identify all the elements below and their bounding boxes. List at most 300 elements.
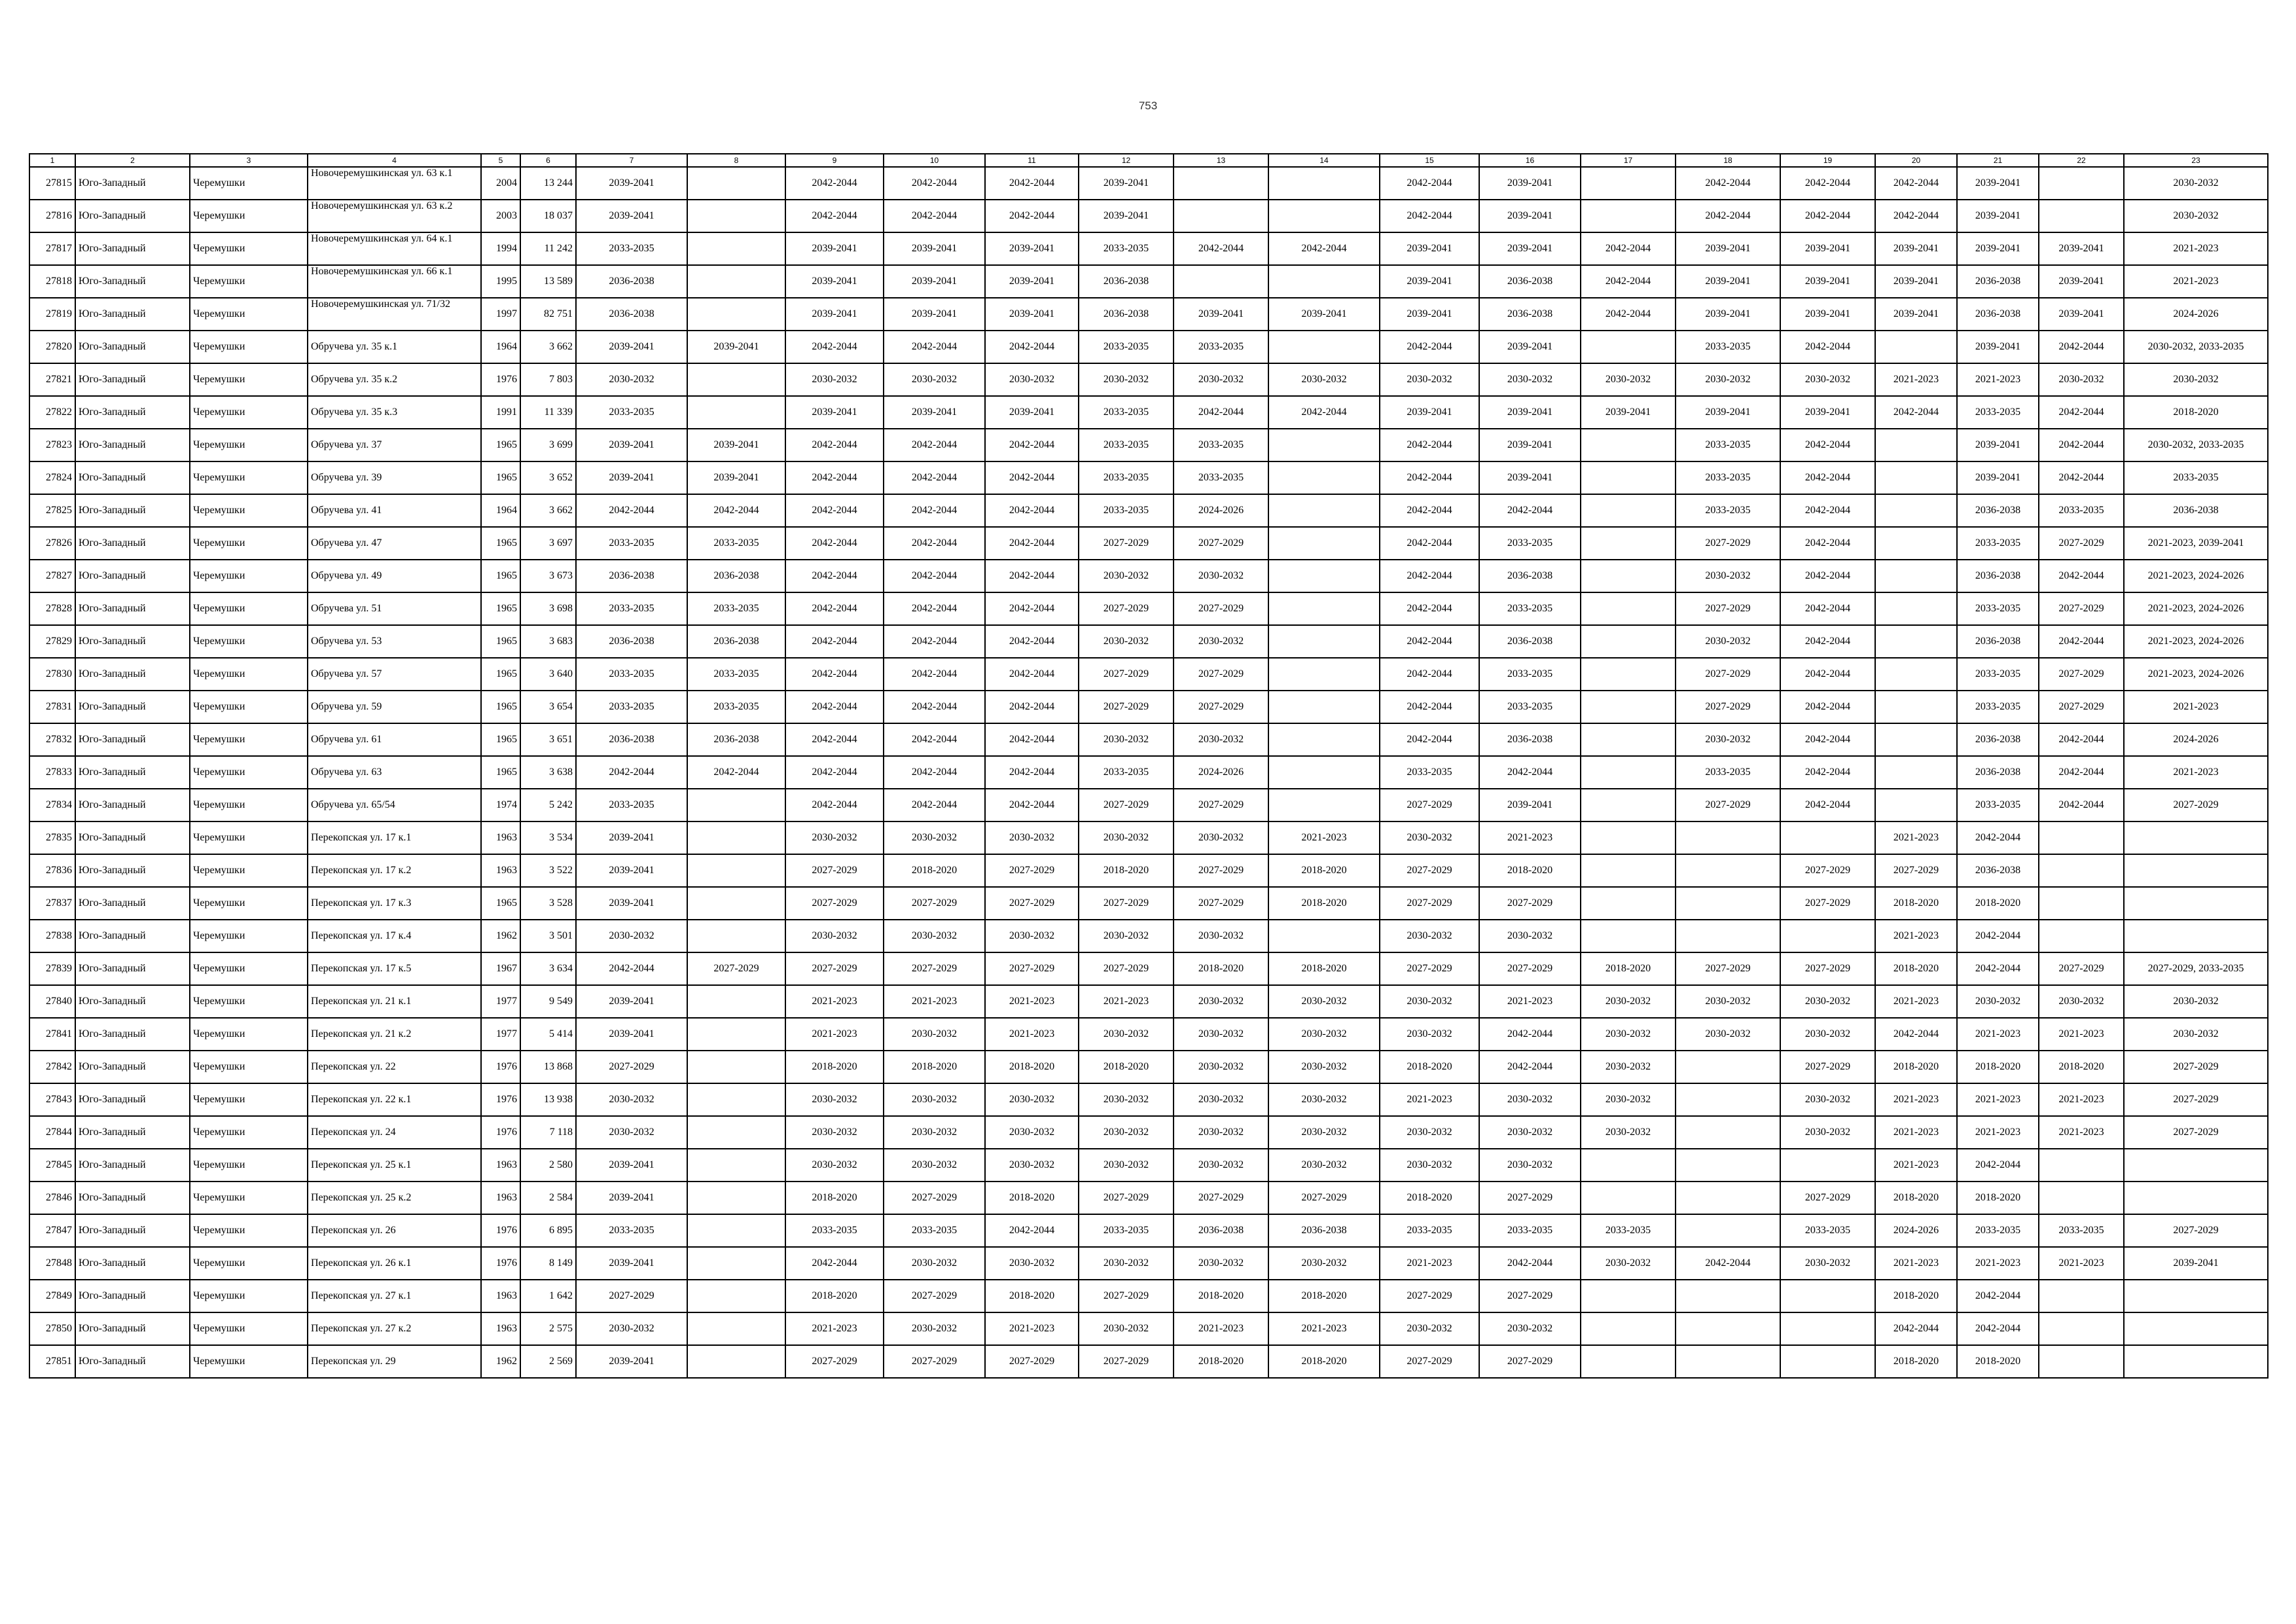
period-cell-col-11: 2021-2023 (985, 985, 1079, 1018)
period-cell-col-14 (1268, 527, 1380, 560)
column-number-22: 22 (2039, 154, 2124, 167)
period-cell-col-21: 2021-2023 (1957, 1018, 2039, 1051)
address-cell: Обручева ул. 57 (308, 658, 481, 691)
period-cell-col-14: 2030-2032 (1268, 985, 1380, 1018)
period-cell-col-17: 2030-2032 (1581, 1051, 1676, 1083)
period-cell-col-13: 2030-2032 (1174, 1083, 1268, 1116)
period-cell-col-11: 2027-2029 (985, 1345, 1079, 1378)
period-cell-col-18 (1676, 1214, 1780, 1247)
period-cell-col-8: 2036-2038 (687, 625, 785, 658)
period-cell-col-23: 2021-2023, 2024-2026 (2124, 592, 2268, 625)
column-number-7: 7 (576, 154, 687, 167)
period-cell-col-7: 2039-2041 (576, 1182, 687, 1214)
area-cell: Черемушки (190, 1214, 308, 1247)
period-cell-col-18: 2030-2032 (1676, 985, 1780, 1018)
build-year-cell: 1976 (481, 1051, 520, 1083)
district-cell: Юго-Западный (75, 1116, 190, 1149)
period-cell-col-7: 2039-2041 (576, 854, 687, 887)
area-cell: Черемушки (190, 200, 308, 232)
table-row (29, 232, 2268, 265)
period-cell-col-20 (1875, 429, 1957, 461)
address-cell: Перекопская ул. 26 (308, 1214, 481, 1247)
period-cell-col-22: 2033-2035 (2039, 1214, 2124, 1247)
period-cell-col-22 (2039, 1182, 2124, 1214)
period-cell-col-21: 2042-2044 (1957, 1312, 2039, 1345)
floor-area-cell: 8 149 (520, 1247, 576, 1280)
period-cell-col-23 (2124, 1182, 2268, 1214)
row-id-cell: 27815 (29, 167, 75, 200)
period-cell-col-10: 2021-2023 (884, 985, 985, 1018)
period-cell-col-22: 2042-2044 (2039, 756, 2124, 789)
period-cell-col-10: 2030-2032 (884, 1247, 985, 1280)
period-cell-col-17 (1581, 527, 1676, 560)
period-cell-col-23: 2021-2023, 2039-2041 (2124, 527, 2268, 560)
period-cell-col-8 (687, 1051, 785, 1083)
period-cell-col-16: 2030-2032 (1479, 1083, 1581, 1116)
period-cell-col-22: 2033-2035 (2039, 494, 2124, 527)
period-cell-col-7: 2027-2029 (576, 1280, 687, 1312)
period-cell-col-20 (1875, 691, 1957, 723)
period-cell-col-21: 2036-2038 (1957, 494, 2039, 527)
table-row (29, 854, 2268, 887)
row-id-cell: 27826 (29, 527, 75, 560)
period-cell-col-11: 2030-2032 (985, 1149, 1079, 1182)
period-cell-col-13: 2030-2032 (1174, 1247, 1268, 1280)
period-cell-col-17: 2030-2032 (1581, 1083, 1676, 1116)
period-cell-col-19 (1780, 1345, 1875, 1378)
period-cell-col-8: 2039-2041 (687, 429, 785, 461)
period-cell-col-19 (1780, 1312, 1875, 1345)
column-number-19: 19 (1780, 154, 1875, 167)
district-cell: Юго-Западный (75, 1214, 190, 1247)
address-cell: Перекопская ул. 17 к.3 (308, 887, 481, 920)
area-cell: Черемушки (190, 592, 308, 625)
period-cell-col-14: 2021-2023 (1268, 1312, 1380, 1345)
period-cell-col-21: 2033-2035 (1957, 691, 2039, 723)
address-cell: Обручева ул. 41 (308, 494, 481, 527)
period-cell-col-16: 2027-2029 (1479, 1182, 1581, 1214)
build-year-cell: 1962 (481, 920, 520, 952)
period-cell-col-17 (1581, 756, 1676, 789)
build-year-cell: 1976 (481, 1214, 520, 1247)
period-cell-col-12: 2030-2032 (1079, 1247, 1174, 1280)
period-cell-col-18: 2042-2044 (1676, 167, 1780, 200)
period-cell-col-17 (1581, 821, 1676, 854)
period-cell-col-14: 2030-2032 (1268, 1149, 1380, 1182)
period-cell-col-23 (2124, 1312, 2268, 1345)
period-cell-col-19: 2042-2044 (1780, 625, 1875, 658)
row-id-cell: 27828 (29, 592, 75, 625)
build-year-cell: 1976 (481, 363, 520, 396)
period-cell-col-14: 2036-2038 (1268, 1214, 1380, 1247)
period-cell-col-19 (1780, 920, 1875, 952)
period-cell-col-18 (1676, 1051, 1780, 1083)
period-cell-col-13 (1174, 200, 1268, 232)
period-cell-col-12: 2027-2029 (1079, 1280, 1174, 1312)
period-cell-col-12: 2030-2032 (1079, 363, 1174, 396)
period-cell-col-13: 2039-2041 (1174, 298, 1268, 331)
period-cell-col-8: 2027-2029 (687, 952, 785, 985)
period-cell-col-23: 2018-2020 (2124, 396, 2268, 429)
period-cell-col-21: 2039-2041 (1957, 461, 2039, 494)
period-cell-col-21: 2018-2020 (1957, 1182, 2039, 1214)
period-cell-col-17 (1581, 461, 1676, 494)
period-cell-col-19 (1780, 1149, 1875, 1182)
period-cell-col-19: 2039-2041 (1780, 396, 1875, 429)
build-year-cell: 2004 (481, 167, 520, 200)
period-cell-col-12: 2039-2041 (1079, 167, 1174, 200)
period-cell-col-18: 2027-2029 (1676, 952, 1780, 985)
period-cell-col-17 (1581, 1345, 1676, 1378)
floor-area-cell: 3 697 (520, 527, 576, 560)
period-cell-col-21: 2033-2035 (1957, 1214, 2039, 1247)
area-cell: Черемушки (190, 396, 308, 429)
period-cell-col-11: 2027-2029 (985, 952, 1079, 985)
period-cell-col-11: 2018-2020 (985, 1051, 1079, 1083)
area-cell: Черемушки (190, 1312, 308, 1345)
table-row (29, 396, 2268, 429)
period-cell-col-22 (2039, 1345, 2124, 1378)
period-cell-col-23: 2033-2035 (2124, 461, 2268, 494)
build-year-cell: 1976 (481, 1247, 520, 1280)
period-cell-col-22: 2042-2044 (2039, 331, 2124, 363)
period-cell-col-12: 2018-2020 (1079, 1051, 1174, 1083)
period-cell-col-12: 2027-2029 (1079, 527, 1174, 560)
period-cell-col-8: 2033-2035 (687, 658, 785, 691)
period-cell-col-22: 2042-2044 (2039, 560, 2124, 592)
period-cell-col-12: 2033-2035 (1079, 232, 1174, 265)
period-cell-col-22: 2042-2044 (2039, 429, 2124, 461)
period-cell-col-11: 2030-2032 (985, 920, 1079, 952)
period-cell-col-8 (687, 1083, 785, 1116)
period-cell-col-23: 2027-2029, 2033-2035 (2124, 952, 2268, 985)
period-cell-col-7: 2033-2035 (576, 527, 687, 560)
period-cell-col-21: 2021-2023 (1957, 363, 2039, 396)
period-cell-col-7: 2033-2035 (576, 1214, 687, 1247)
period-cell-col-16: 2039-2041 (1479, 167, 1581, 200)
period-cell-col-14: 2030-2032 (1268, 1247, 1380, 1280)
period-cell-col-10: 2018-2020 (884, 854, 985, 887)
period-cell-col-23: 2027-2029 (2124, 1051, 2268, 1083)
period-cell-col-23 (2124, 887, 2268, 920)
period-cell-col-17 (1581, 1149, 1676, 1182)
period-cell-col-15: 2039-2041 (1380, 232, 1479, 265)
period-cell-col-9: 2018-2020 (785, 1280, 884, 1312)
period-cell-col-13: 2027-2029 (1174, 789, 1268, 821)
build-year-cell: 1965 (481, 887, 520, 920)
column-number-17: 17 (1581, 154, 1676, 167)
floor-area-cell: 5 242 (520, 789, 576, 821)
period-cell-col-23 (2124, 1345, 2268, 1378)
period-cell-col-7: 2033-2035 (576, 658, 687, 691)
period-cell-col-9: 2042-2044 (785, 625, 884, 658)
period-cell-col-20: 2042-2044 (1875, 396, 1957, 429)
period-cell-col-15: 2042-2044 (1380, 429, 1479, 461)
period-cell-col-8: 2036-2038 (687, 560, 785, 592)
period-cell-col-18: 2033-2035 (1676, 331, 1780, 363)
column-number-14: 14 (1268, 154, 1380, 167)
period-cell-col-14 (1268, 691, 1380, 723)
period-cell-col-7: 2030-2032 (576, 1116, 687, 1149)
address-cell: Обручева ул. 47 (308, 527, 481, 560)
period-cell-col-21: 2036-2038 (1957, 756, 2039, 789)
period-cell-col-17 (1581, 1280, 1676, 1312)
period-cell-col-16: 2030-2032 (1479, 920, 1581, 952)
period-cell-col-20: 2042-2044 (1875, 1312, 1957, 1345)
period-cell-col-18: 2027-2029 (1676, 658, 1780, 691)
row-id-cell: 27825 (29, 494, 75, 527)
period-cell-col-14: 2030-2032 (1268, 1116, 1380, 1149)
period-cell-col-9: 2042-2044 (785, 167, 884, 200)
page-number: 753 (1138, 99, 1158, 112)
period-cell-col-22: 2039-2041 (2039, 232, 2124, 265)
period-cell-col-9: 2042-2044 (785, 723, 884, 756)
period-cell-col-13: 2030-2032 (1174, 560, 1268, 592)
period-cell-col-15: 2042-2044 (1380, 494, 1479, 527)
period-cell-col-15: 2042-2044 (1380, 658, 1479, 691)
period-cell-col-9: 2027-2029 (785, 887, 884, 920)
address-cell: Обручева ул. 53 (308, 625, 481, 658)
build-year-cell: 1962 (481, 1345, 520, 1378)
period-cell-col-23: 2027-2029 (2124, 1083, 2268, 1116)
period-cell-col-20 (1875, 756, 1957, 789)
build-year-cell: 1977 (481, 1018, 520, 1051)
build-year-cell: 1977 (481, 985, 520, 1018)
address-cell: Обручева ул. 49 (308, 560, 481, 592)
period-cell-col-10: 2042-2044 (884, 560, 985, 592)
row-id-cell: 27851 (29, 1345, 75, 1378)
period-cell-col-17 (1581, 723, 1676, 756)
floor-area-cell: 3 654 (520, 691, 576, 723)
table-row (29, 789, 2268, 821)
address-cell: Перекопская ул. 22 (308, 1051, 481, 1083)
period-cell-col-16: 2039-2041 (1479, 331, 1581, 363)
period-cell-col-11: 2021-2023 (985, 1312, 1079, 1345)
period-cell-col-9: 2027-2029 (785, 854, 884, 887)
period-cell-col-21: 2018-2020 (1957, 887, 2039, 920)
period-cell-col-22: 2018-2020 (2039, 1051, 2124, 1083)
period-cell-col-7: 2039-2041 (576, 1247, 687, 1280)
period-cell-col-18 (1676, 1345, 1780, 1378)
floor-area-cell: 13 244 (520, 167, 576, 200)
period-cell-col-17 (1581, 1182, 1676, 1214)
period-cell-col-8 (687, 1247, 785, 1280)
period-cell-col-9: 2021-2023 (785, 1312, 884, 1345)
period-cell-col-21: 2039-2041 (1957, 232, 2039, 265)
period-cell-col-14 (1268, 592, 1380, 625)
period-cell-col-16: 2021-2023 (1479, 821, 1581, 854)
row-id-cell: 27822 (29, 396, 75, 429)
period-cell-col-19: 2042-2044 (1780, 723, 1875, 756)
table-row (29, 560, 2268, 592)
table-row (29, 527, 2268, 560)
period-cell-col-13: 2042-2044 (1174, 396, 1268, 429)
period-cell-col-13: 2027-2029 (1174, 1182, 1268, 1214)
period-cell-col-23: 2027-2029 (2124, 1214, 2268, 1247)
period-cell-col-7: 2039-2041 (576, 429, 687, 461)
period-cell-col-11: 2030-2032 (985, 821, 1079, 854)
period-cell-col-13: 2030-2032 (1174, 1018, 1268, 1051)
period-cell-col-10: 2018-2020 (884, 1051, 985, 1083)
period-cell-col-14 (1268, 494, 1380, 527)
table-body (29, 167, 2268, 1378)
address-cell: Обручева ул. 35 к.2 (308, 363, 481, 396)
address-cell: Обручева ул. 63 (308, 756, 481, 789)
area-cell: Черемушки (190, 461, 308, 494)
period-cell-col-19: 2030-2032 (1780, 985, 1875, 1018)
period-cell-col-23 (2124, 920, 2268, 952)
period-cell-col-11: 2042-2044 (985, 723, 1079, 756)
row-id-cell: 27838 (29, 920, 75, 952)
period-cell-col-12: 2030-2032 (1079, 560, 1174, 592)
period-cell-col-10: 2030-2032 (884, 1116, 985, 1149)
period-cell-col-19: 2030-2032 (1780, 1247, 1875, 1280)
period-cell-col-21: 2036-2038 (1957, 723, 2039, 756)
floor-area-cell: 2 569 (520, 1345, 576, 1378)
period-cell-col-21: 2039-2041 (1957, 200, 2039, 232)
period-cell-col-21: 2033-2035 (1957, 658, 2039, 691)
period-cell-col-20: 2021-2023 (1875, 821, 1957, 854)
table-row (29, 1280, 2268, 1312)
period-cell-col-16: 2042-2044 (1479, 1018, 1581, 1051)
period-cell-col-20: 2018-2020 (1875, 887, 1957, 920)
period-cell-col-19: 2039-2041 (1780, 265, 1875, 298)
period-cell-col-10: 2042-2044 (884, 527, 985, 560)
period-cell-col-23: 2021-2023 (2124, 756, 2268, 789)
period-cell-col-18: 2027-2029 (1676, 592, 1780, 625)
period-cell-col-20: 2042-2044 (1875, 200, 1957, 232)
address-cell: Перекопская ул. 22 к.1 (308, 1083, 481, 1116)
period-cell-col-19: 2042-2044 (1780, 461, 1875, 494)
district-cell: Юго-Западный (75, 723, 190, 756)
period-cell-col-17 (1581, 200, 1676, 232)
period-cell-col-14 (1268, 789, 1380, 821)
period-cell-col-13: 2018-2020 (1174, 952, 1268, 985)
floor-area-cell: 3 698 (520, 592, 576, 625)
district-cell: Юго-Западный (75, 821, 190, 854)
period-cell-col-16: 2021-2023 (1479, 985, 1581, 1018)
address-cell: Новочеремушкинская ул. 63 к.1 (308, 167, 481, 200)
period-cell-col-10: 2027-2029 (884, 1280, 985, 1312)
period-cell-col-20 (1875, 560, 1957, 592)
period-cell-col-21: 2039-2041 (1957, 167, 2039, 200)
period-cell-col-23 (2124, 1280, 2268, 1312)
period-cell-col-9: 2027-2029 (785, 952, 884, 985)
period-cell-col-21: 2018-2020 (1957, 1051, 2039, 1083)
period-cell-col-19: 2030-2032 (1780, 363, 1875, 396)
period-cell-col-7: 2039-2041 (576, 331, 687, 363)
period-cell-col-17: 2039-2041 (1581, 396, 1676, 429)
table-row (29, 756, 2268, 789)
district-cell: Юго-Западный (75, 429, 190, 461)
period-cell-col-18 (1676, 1182, 1780, 1214)
period-cell-col-10: 2027-2029 (884, 952, 985, 985)
period-cell-col-15: 2042-2044 (1380, 167, 1479, 200)
period-cell-col-18: 2039-2041 (1676, 298, 1780, 331)
period-cell-col-10: 2042-2044 (884, 658, 985, 691)
period-cell-col-8 (687, 1312, 785, 1345)
period-cell-col-7: 2036-2038 (576, 265, 687, 298)
build-year-cell: 1963 (481, 1182, 520, 1214)
row-id-cell: 27818 (29, 265, 75, 298)
period-cell-col-10: 2042-2044 (884, 494, 985, 527)
period-cell-col-9: 2042-2044 (785, 494, 884, 527)
period-cell-col-15: 2021-2023 (1380, 1083, 1479, 1116)
table-row (29, 1247, 2268, 1280)
period-cell-col-12: 2027-2029 (1079, 592, 1174, 625)
address-cell: Обручева ул. 35 к.1 (308, 331, 481, 363)
table-row (29, 723, 2268, 756)
period-cell-col-20: 2021-2023 (1875, 1116, 1957, 1149)
period-cell-col-17 (1581, 560, 1676, 592)
floor-area-cell: 3 501 (520, 920, 576, 952)
column-number-row (29, 154, 2268, 167)
repair-schedule-table (29, 153, 2269, 1379)
area-cell: Черемушки (190, 363, 308, 396)
period-cell-col-17 (1581, 592, 1676, 625)
district-cell: Юго-Западный (75, 265, 190, 298)
period-cell-col-21: 2042-2044 (1957, 1280, 2039, 1312)
period-cell-col-17 (1581, 625, 1676, 658)
period-cell-col-16: 2027-2029 (1479, 952, 1581, 985)
period-cell-col-22: 2039-2041 (2039, 265, 2124, 298)
period-cell-col-15: 2042-2044 (1380, 723, 1479, 756)
build-year-cell: 1974 (481, 789, 520, 821)
row-id-cell: 27819 (29, 298, 75, 331)
period-cell-col-20 (1875, 527, 1957, 560)
period-cell-col-18: 2030-2032 (1676, 723, 1780, 756)
period-cell-col-7: 2030-2032 (576, 1312, 687, 1345)
area-cell: Черемушки (190, 854, 308, 887)
period-cell-col-9: 2042-2044 (785, 461, 884, 494)
period-cell-col-12: 2030-2032 (1079, 1149, 1174, 1182)
period-cell-col-12: 2027-2029 (1079, 789, 1174, 821)
period-cell-col-12: 2027-2029 (1079, 952, 1174, 985)
period-cell-col-17 (1581, 920, 1676, 952)
period-cell-col-9: 2030-2032 (785, 1116, 884, 1149)
period-cell-col-18 (1676, 1116, 1780, 1149)
period-cell-col-13: 2033-2035 (1174, 461, 1268, 494)
period-cell-col-16: 2036-2038 (1479, 265, 1581, 298)
period-cell-col-10: 2042-2044 (884, 331, 985, 363)
period-cell-col-15: 2042-2044 (1380, 691, 1479, 723)
floor-area-cell: 1 642 (520, 1280, 576, 1312)
area-cell: Черемушки (190, 1083, 308, 1116)
row-id-cell: 27835 (29, 821, 75, 854)
period-cell-col-11: 2042-2044 (985, 560, 1079, 592)
period-cell-col-18: 2033-2035 (1676, 756, 1780, 789)
period-cell-col-15: 2030-2032 (1380, 363, 1479, 396)
address-cell: Новочеремушкинская ул. 71/32 (308, 298, 481, 331)
period-cell-col-15: 2021-2023 (1380, 1247, 1479, 1280)
period-cell-col-18 (1676, 854, 1780, 887)
period-cell-col-8 (687, 232, 785, 265)
period-cell-col-15: 2030-2032 (1380, 985, 1479, 1018)
period-cell-col-23: 2036-2038 (2124, 494, 2268, 527)
period-cell-col-7: 2039-2041 (576, 1345, 687, 1378)
period-cell-col-11: 2042-2044 (985, 658, 1079, 691)
district-cell: Юго-Западный (75, 756, 190, 789)
period-cell-col-12: 2033-2035 (1079, 429, 1174, 461)
period-cell-col-13 (1174, 265, 1268, 298)
district-cell: Юго-Западный (75, 1247, 190, 1280)
column-number-21: 21 (1957, 154, 2039, 167)
district-cell: Юго-Западный (75, 1182, 190, 1214)
period-cell-col-16: 2042-2044 (1479, 1051, 1581, 1083)
floor-area-cell: 9 549 (520, 985, 576, 1018)
table-row (29, 691, 2268, 723)
address-cell: Перекопская ул. 24 (308, 1116, 481, 1149)
